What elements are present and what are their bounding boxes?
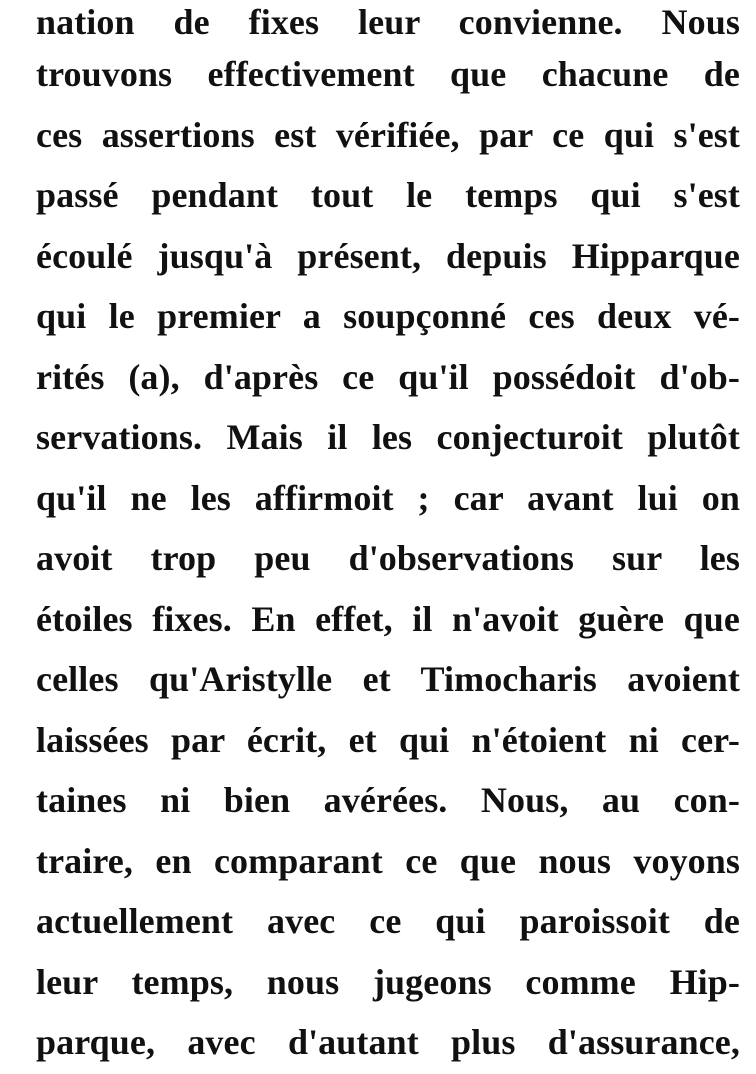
text-line: qu'il ne les affirmoit ; car avant lui on [36,477,740,518]
text-line: étoiles fixes. En effet, il n'avoit guère que [36,598,740,639]
text-line: taines ni bien avérées. Nous, au con- [36,780,740,820]
text-line: rités (a), d'après ce qu'il possédoit d'ob- [36,356,740,397]
text-line: ces assertions est vérifiée, par ce qui s'est [36,114,740,155]
page-text [36,0,740,1073]
text-line: laissées par écrit, et qui n'étoient ni cer- [36,719,740,760]
text-line: servations. Mais il les conjecturoit plutôt [36,417,740,457]
text-line: celles qu'Aristylle et Timocharis avoient [36,659,740,699]
text-line: avoit trop peu d'observations sur les [36,538,740,578]
text-line: traire, en comparant ce que nous voyons [36,840,740,881]
text-line: parque, avec d'autant plus d'assurance, [36,1022,740,1062]
text-line: qui le premier a soupçonné ces deux vé- [36,296,740,336]
text-line: passé pendant tout le temps qui s'est [36,175,740,215]
text-line: trouvons effectivement que chacune de [36,54,740,94]
text-line: leur temps, nous jugeons comme Hip- [36,961,740,1002]
text-line: nation de fixes leur convienne. Nous [36,2,740,42]
text-line: écoulé jusqu'à présent, depuis Hipparque [36,235,740,276]
text-line: actuellement avec ce qui paroissoit de [36,901,740,941]
